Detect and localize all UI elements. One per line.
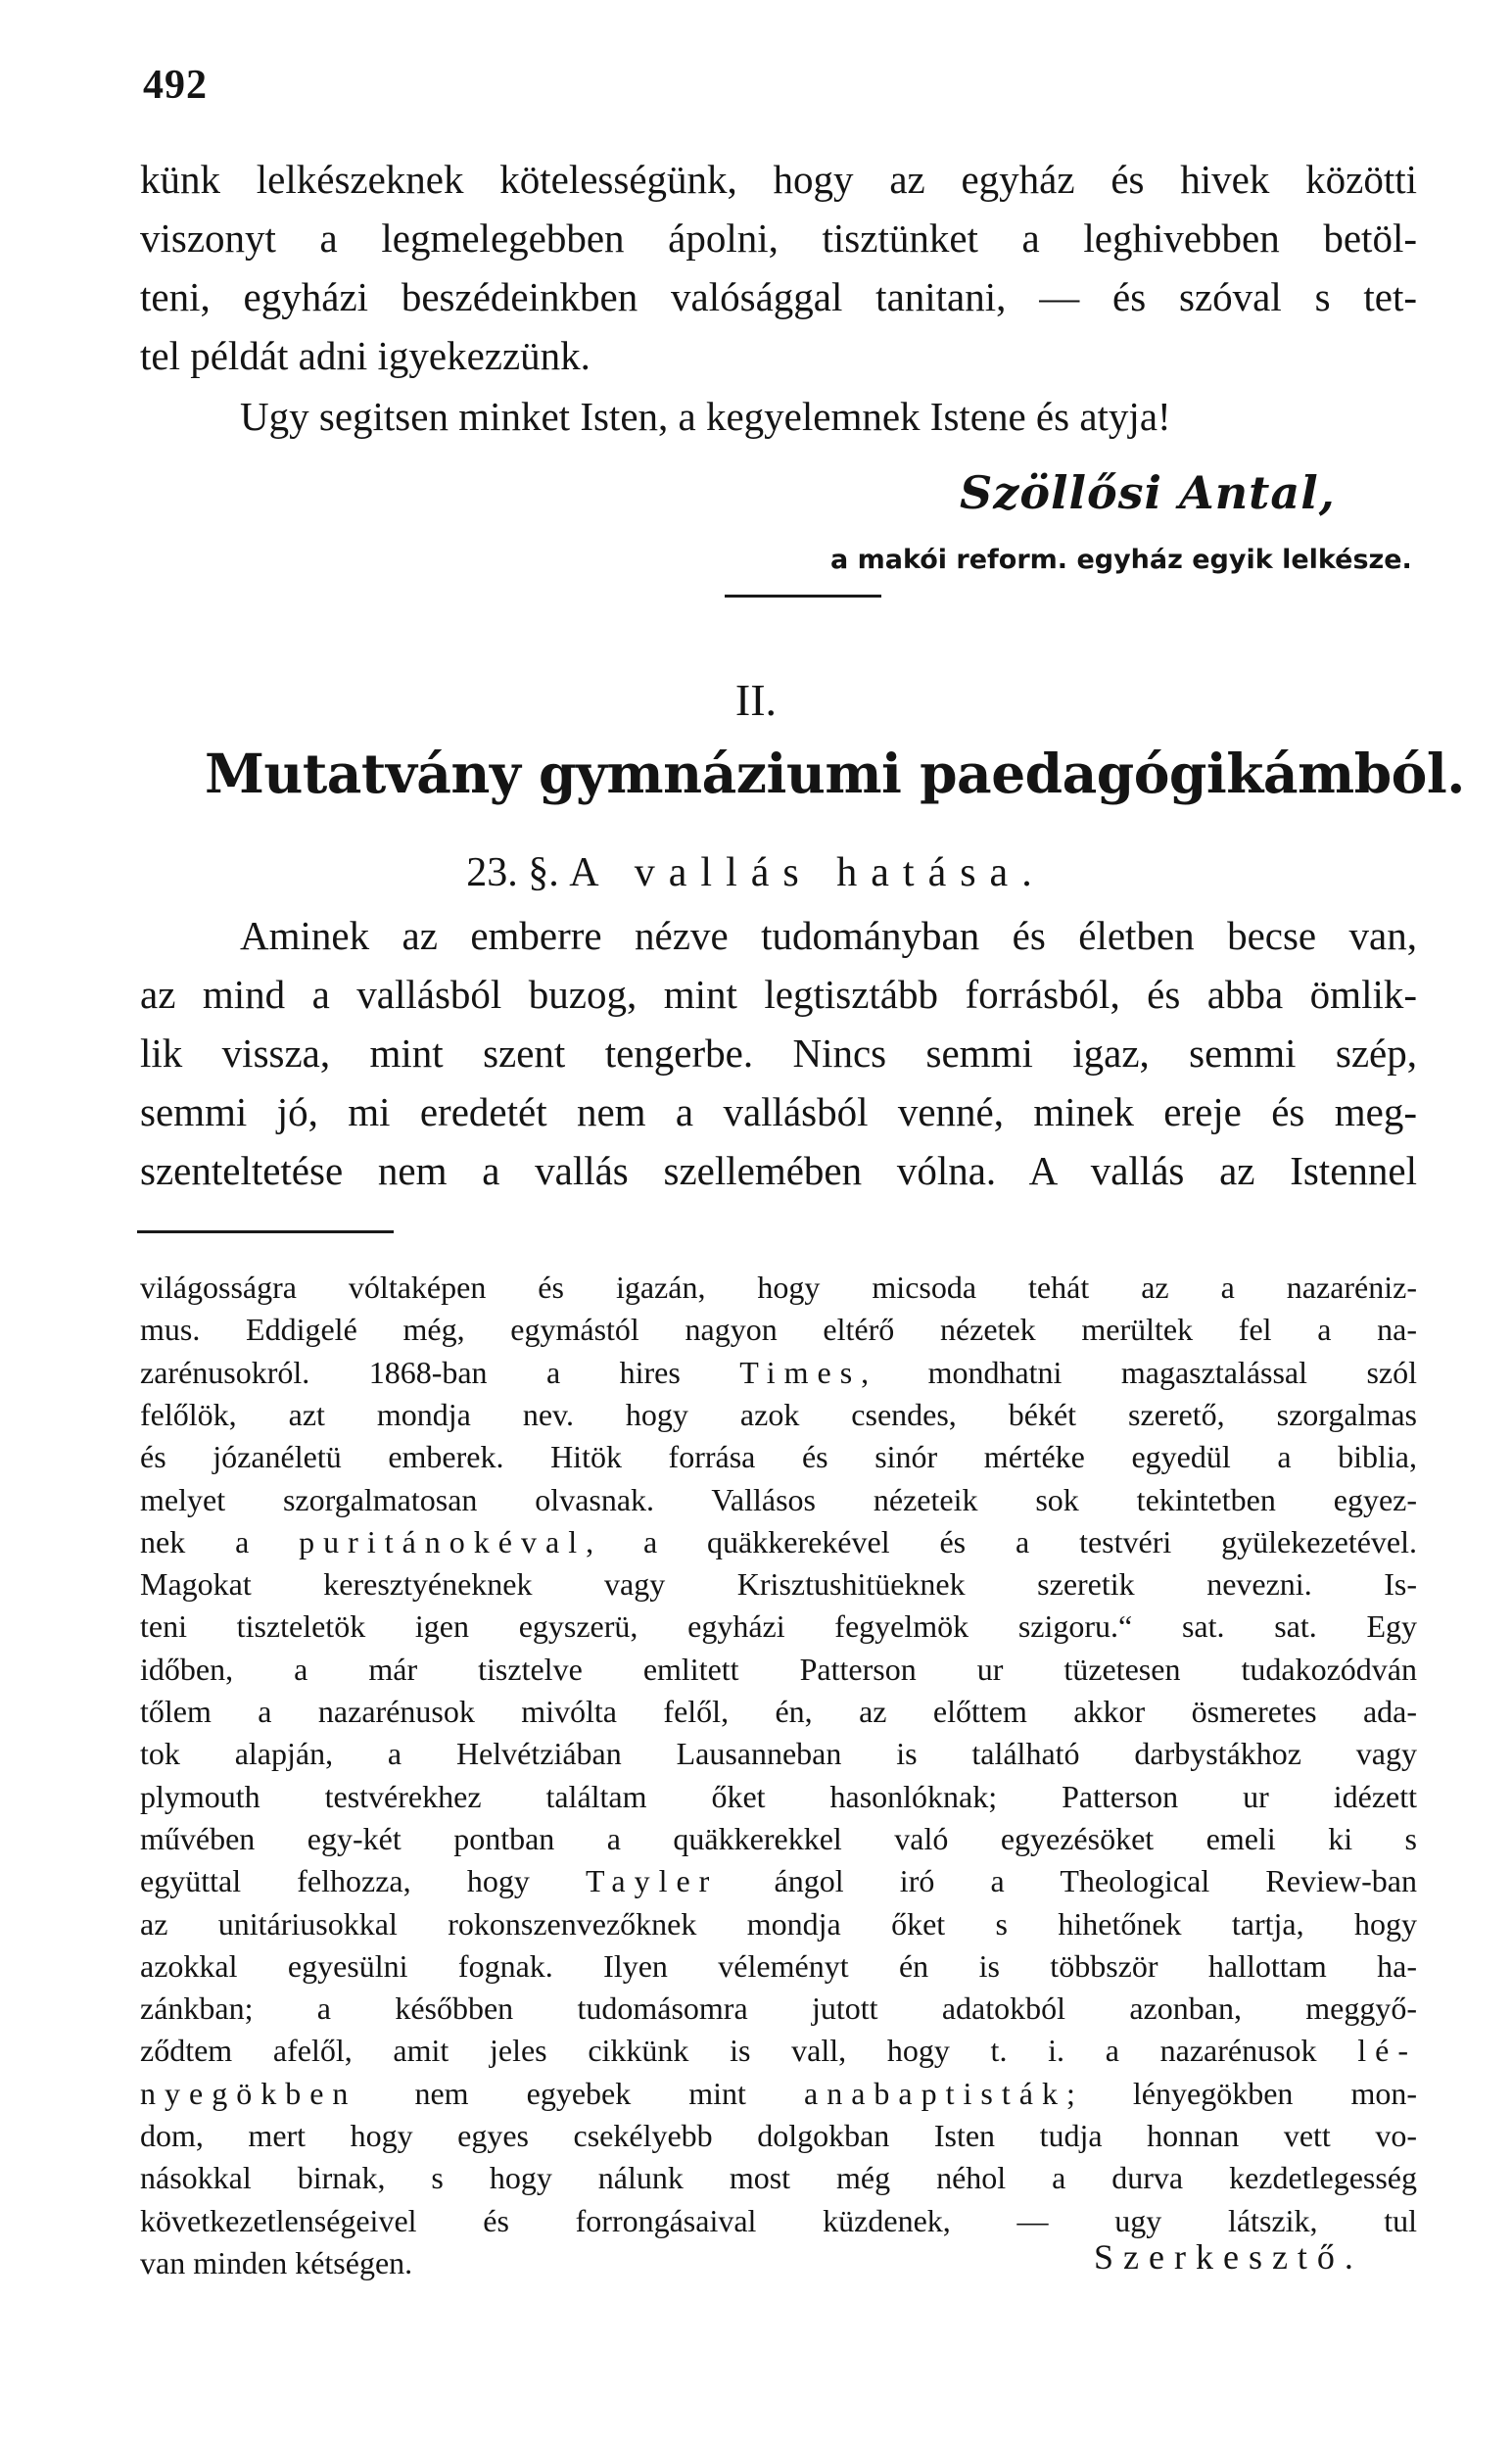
footnote-line: teni tiszteletök igen egyszerü, egyházi fegyelmök szigoru.“ sat. sat. Egy	[140, 1608, 1417, 1645]
paragraph-line: lik vissza, mint szent tengerbe. Nincs semmi igaz, semmi szép,	[140, 1031, 1417, 1076]
footnote-line: művében egy-két pontban a quäkkerekkel való egyezésöket emeli ki s	[140, 1820, 1417, 1856]
paragraph-line: Aminek az emberre nézve tudományban és életben becse van,	[240, 913, 1417, 958]
footnote-line: tok alapján, a Helvétziában Lausanneban is található darbystákhoz vagy	[140, 1736, 1417, 1772]
emphasized-word: Times	[739, 1354, 862, 1390]
footnote-line: dom, mert hogy egyes csekélyebb dolgokban Isten tudja honnan vett vo-	[140, 2118, 1417, 2153]
footnote-line: nyegökben nem egyebek mint anabaptisták; lényegökben mon-	[140, 2075, 1418, 2111]
footnote-line: melyet szorgalmatosan olvasnak. Vallásos nézeteik sok tekintetben egyez-	[140, 1481, 1417, 1517]
paragraph-line: szenteltetése nem a vallás szellemében vólna. A vallás az Istennel	[140, 1148, 1417, 1193]
footnote-divider	[137, 1230, 394, 1233]
footnote-line: van minden kétségen.	[140, 2244, 413, 2280]
section-number: II.	[734, 675, 778, 725]
footnote-line: az unitáriusokkal rokonszenvezőknek mondja őket s hihetőnek tartja, hogy	[140, 1905, 1417, 1942]
paragraph-line: viszonyt a legmelegebben ápolni, tisztünket a leghivebben betöl-	[140, 216, 1417, 261]
paragraph-line: teni, egyházi beszédeinkben valósággal tanitani, — és szóval s tet-	[140, 274, 1417, 319]
footnote-line: Magokat keresztyéneknek vagy Krisztushitüeknek szeretik nevezni. Is-	[140, 1566, 1417, 1603]
emphasized-word: puritánokéval	[299, 1523, 587, 1559]
footnote-line: mus. Eddigelé még, egymástól nagyon eltérő nézetek merültek fel a na-	[140, 1312, 1417, 1348]
paragraph-line: tel példát adni igyekezzünk.	[140, 333, 591, 378]
footnote-signature: Szerkesztő.	[1094, 2237, 1363, 2277]
footnote-line: násokkal birnak, s hogy nálunk most még néhol a durva kezdetlegesség	[140, 2160, 1417, 2196]
footnote-line: világosságra vóltaképen és igazán, hogy micsoda tehát az a nazaréniz-	[140, 1270, 1417, 1305]
paragraph-line: semmi jó, mi eredetét nem a vallásból venné, minek ereje és meg-	[140, 1089, 1417, 1134]
section-divider	[725, 595, 881, 598]
subsection-number: 23. §.	[466, 850, 559, 895]
footnote-line: együttal felhozza, hogy Tayler ángol iró a Theological Review-ban	[140, 1863, 1418, 1899]
footnote-line: azokkal egyesülni fognak. Ilyen véleményt én is többször hallottam ha-	[140, 1947, 1417, 1984]
footnote-line: zarénusokról. 1868-ban a hires Times, mondhatni magasztalással szól	[140, 1354, 1418, 1390]
subsection-heading	[0, 850, 1512, 895]
emphasized-word: lé-	[1357, 2033, 1417, 2069]
subsection-title: A vallás hatása.	[569, 850, 1046, 895]
emphasized-word: Tayler	[586, 1863, 719, 1899]
footnote-line: időben, a már tisztelve emlitett Patterson ur tüzetesen tudakozódván	[140, 1651, 1417, 1687]
author-role: a makói reform. egyház egyik lelkésze.	[830, 545, 1412, 575]
footnote-line: tőlem a nazarénusok mivólta felől, én, az előttem akkor ösmeretes ada-	[140, 1694, 1417, 1729]
author-signature: Szöllősi Antal,	[960, 466, 1336, 519]
footnote-line: nek a puritánokéval, a quäkkerekével és a testvéri gyülekezetével.	[140, 1523, 1418, 1559]
emphasized-word: nyegökben	[140, 2075, 357, 2111]
emphasized-word: anabaptisták	[804, 2075, 1066, 2111]
footnote-line: következetlenségeivel és forrongásaival küzdenek, — ugy látszik, tul	[140, 2202, 1417, 2238]
footnote-line: és józanéletü emberek. Hitök forrása és sinór mértéke egyedül a biblia,	[140, 1439, 1417, 1475]
closing-blessing: Ugy segitsen minket Isten, a kegyelemnek Istene és atyja!	[240, 394, 1171, 439]
page-number: 492	[143, 63, 208, 108]
paragraph-line: az mind a vallásból buzog, mint legtisztább forrásból, és abba ömlik-	[140, 972, 1417, 1017]
footnote-line: plymouth testvérekhez találtam őket hasonlóknak; Patterson ur idézett	[140, 1778, 1417, 1814]
paragraph-line: künk lelkészeknek kötelességünk, hogy az egyház és hivek közötti	[140, 157, 1417, 202]
footnote-line: ződtem afelől, amit jeles cikkünk is vall, hogy t. i. a nazarénusok lé-	[140, 2033, 1417, 2069]
section-title: Mutatvány gymnáziumi paedagógikámból.	[205, 742, 1465, 805]
footnote-line: felőlök, azt mondja nev. hogy azok csendes, békét szerető, szorgalmas	[140, 1396, 1417, 1432]
footnote-line: zánkban; a későbben tudomásomra jutott adatokból azonban, meggyő-	[140, 1990, 1417, 2027]
